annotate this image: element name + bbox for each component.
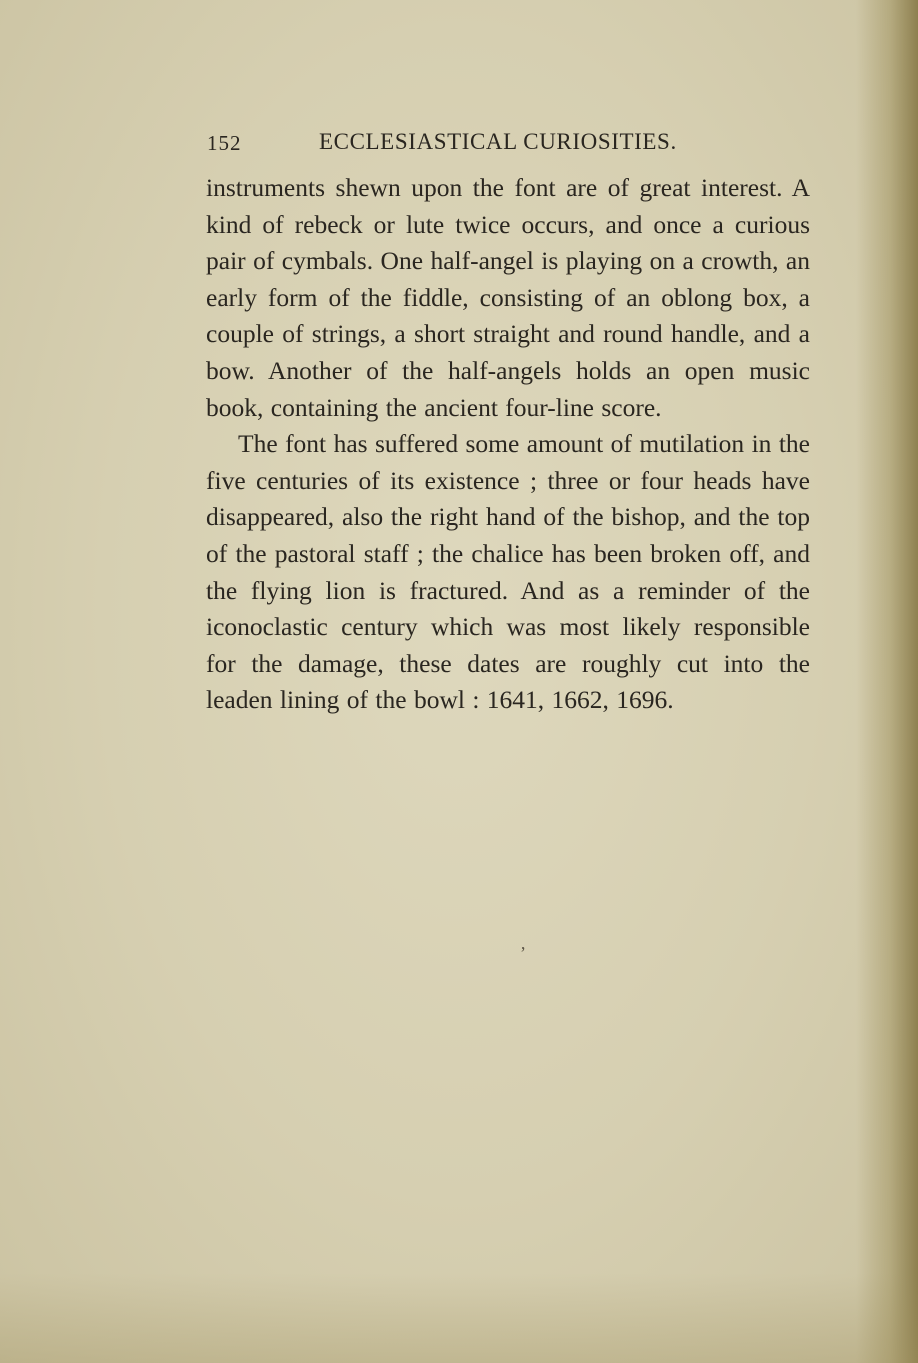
ink-speck: ʼ: [520, 943, 526, 963]
paragraph-continued: instruments shewn upon the font are of great interest. A kind of rebeck or lute twice occurs, and once a curious pair of cymbals. One half-angel is playing on a crowth, an early form of the fiddle, consisting of an oblong box, a couple of strings, a short straight and round handle, and a bow. Another of the half-angels holds an open music book, containing the ancient four-line score.: [206, 173, 810, 422]
body-text: [206, 170, 810, 719]
page-edge-shadow: [856, 0, 918, 1363]
running-title: ECCLESIASTICAL CURIOSITIES.: [319, 129, 677, 154]
paragraph-font-mutilation: The font has suffered some amount of mutilation in the five centuries of its existence ; three or four heads have disappeared, also the right hand of the bishop, and the top of the pastoral staff ; the chalice has been broken off, and the flying lion is fractured. And as a reminder of the iconoclastic century which was most likely responsible for the damage, these dates are roughly cut into the leaden lining of the bowl : 1641, 1662, 1696.: [206, 429, 810, 715]
page-bottom-shadow: [0, 1273, 918, 1363]
page-header: [207, 127, 812, 161]
page-number: 152: [207, 131, 242, 155]
